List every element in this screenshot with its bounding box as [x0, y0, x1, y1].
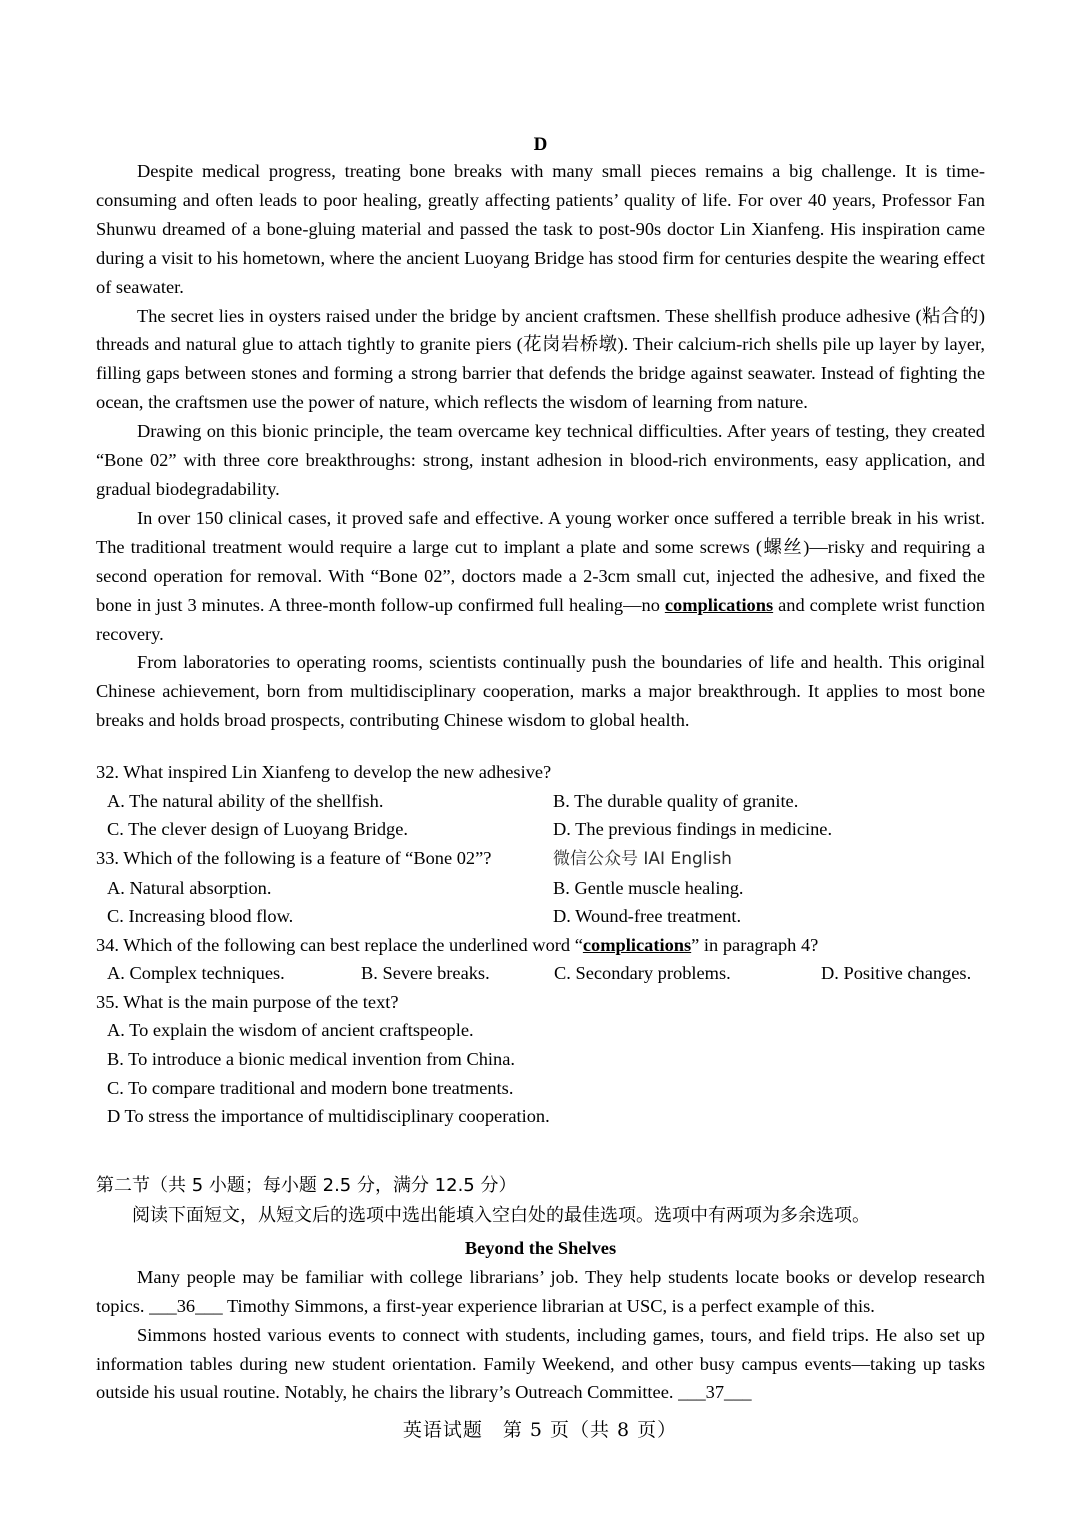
question-32-stem	[96, 758, 985, 787]
question-33-option-d[interactable]: D. Wound-free treatment.	[553, 906, 742, 927]
question-35-stem	[96, 988, 985, 1017]
paragraph-4-text-before: In over 150 clinical cases, it proved safe and effective. A young worker once suffered a terrible break in his wrist. The traditional treatment would require a large cut to implant a plate and some screws (螺丝)—risky and requiring a second operation for removal. With “Bone 02”, doctors made a 2-3cm small cut, injected the adhesive, and fixed the bone in just 3 minutes. A three-month follow-up confirmed full healing—no	[96, 507, 985, 615]
passage-d-paragraph-3: Drawing on this bionic principle, the team overcame key technical difficulties. After years of testing, they created “Bone 02” with three core breakthroughs: strong, instant adhesion in blood-rich environments, easy application, and gradual biodegradability.	[96, 421, 985, 499]
question-35-option-d[interactable]: D To stress the importance of multidisciplinary cooperation.	[107, 1106, 550, 1127]
complications-underlined-term: complications	[664, 594, 774, 615]
question-32-option-a[interactable]: A. The natural ability of the shellfish.	[107, 790, 384, 811]
section-two-instruction: 阅读下面短文，从短文后的选项中选出能填入空白处的最佳选项。选项中有两项为多余选项。	[132, 1204, 870, 1226]
question-34-number: 34.	[96, 934, 119, 955]
passage-d-paragraph-5: From laboratories to operating rooms, scientists continually push the boundaries of life and health. This original Chinese achievement, born from multidisciplinary cooperation, marks a major breakthrough. It applies to most bone breaks and holds broad prospects, contributing Chinese wisdom to global health.	[96, 652, 985, 731]
passage-e-paragraph-2	[96, 1321, 985, 1408]
question-32-options-row-1	[107, 787, 985, 816]
question-34-options-row	[107, 959, 985, 988]
question-34-stem	[96, 931, 985, 960]
watermark-text: 微信公众号 IAI English	[553, 848, 732, 869]
passage-d-paragraph-1: Despite medical progress, treating bone breaks with many small pieces remains a big challenge. It is time-consuming and often leads to poor healing, greatly affecting patients’ quality of life. For over 40 years, Professor Fan Shunwu dreamed of a bone-gluing material and passed the task to post-90s doctor Lin Xianfeng. His inspiration came during a visit to his hometown, where the ancient Luoyang Bridge has stood firm for centuries despite the wearing effect of seawater.	[96, 161, 985, 297]
question-32-option-d[interactable]: D. The previous findings in medicine.	[553, 819, 833, 840]
question-33-stem	[96, 844, 985, 874]
question-35-text: What is the main purpose of the text?	[123, 991, 399, 1012]
questions-block	[96, 758, 985, 1131]
question-35-number: 35.	[96, 991, 119, 1012]
question-34-option-b[interactable]: B. Severe breaks.	[361, 963, 490, 984]
question-35-option-b[interactable]: B. To introduce a bionic medical invention from China.	[107, 1049, 515, 1070]
question-34-option-a[interactable]: A. Complex techniques.	[107, 963, 285, 984]
question-32-option-b[interactable]: B. The durable quality of granite.	[553, 790, 799, 811]
question-32-text: What inspired Lin Xianfeng to develop the new adhesive?	[123, 762, 552, 783]
question-33-number: 33.	[96, 847, 119, 868]
exam-page	[96, 0, 985, 1528]
section-two-heading: 第二节（共 5 小题；每小题 2.5 分，满分 12.5 分）	[96, 1174, 517, 1196]
question-33-options-row-1	[107, 874, 985, 903]
passage-e-p1-after: Timothy Simmons, a first-year experience librarian at USC, is a perfect example of this.	[222, 1295, 875, 1316]
question-34-underlined-term: complications	[582, 934, 692, 955]
question-33-text: Which of the following is a feature of “Bone 02”?	[123, 847, 492, 868]
question-32-options-row-2	[107, 815, 985, 844]
question-34-text-before: Which of the following can best replace the underlined word “	[123, 934, 583, 955]
question-32-option-c[interactable]: C. The clever design of Luoyang Bridge.	[107, 819, 408, 840]
blank-37[interactable]: ___37___	[678, 1382, 752, 1403]
paragraph-4-text-after: and complete wrist function recovery.	[96, 594, 985, 644]
question-32-number: 32.	[96, 762, 119, 783]
question-33-options-row-2	[107, 902, 985, 931]
question-35-option-c[interactable]: C. To compare traditional and modern bone treatments.	[107, 1077, 514, 1098]
blank-36[interactable]: ___36___	[149, 1295, 223, 1316]
passage-e-p1-before: Many people may be familiar with college librarians’ job. They help students locate books or develop research topics.	[96, 1266, 985, 1316]
question-35-option-a[interactable]: A. To explain the wisdom of ancient craftspeople.	[107, 1020, 474, 1041]
passage-e-title: Beyond the Shelves	[464, 1237, 617, 1258]
page-footer: 英语试题 第 5 页（共 8 页）	[402, 1419, 678, 1441]
passage-e-paragraph-1	[96, 1263, 985, 1321]
section-letter-d: D	[533, 134, 548, 155]
passage-e-p2-before: Simmons hosted various events to connect with students, including games, tours, and field trips. He also set up information tables during new student orientation. Family Weekend, and other busy campus events—taking up tasks outside his usual routine. Notably, he chairs the library’s Outreach Committee.	[96, 1324, 985, 1403]
passage-d-paragraph-2: The secret lies in oysters raised under the bridge by ancient craftsmen. These shellfish produce adhesive (粘合的) threads and natural glue to attach tightly to granite piers (花岗岩桥墩). Their calcium-rich shells pile up layer by layer, filling gaps between stones and forming a strong barrier that defends the bridge against seawater. Instead of fighting the ocean, the craftsmen use the power of nature, which reflects the wisdom of learning from nature.	[96, 305, 985, 413]
question-34-option-d[interactable]: D. Positive changes.	[821, 963, 972, 984]
question-33-option-b[interactable]: B. Gentle muscle healing.	[553, 877, 744, 898]
question-34-option-c[interactable]: C. Secondary problems.	[554, 963, 731, 984]
question-33-option-c[interactable]: C. Increasing blood flow.	[107, 906, 294, 927]
question-33-option-a[interactable]: A. Natural absorption.	[107, 877, 272, 898]
question-34-text-after: ” in paragraph 4?	[691, 934, 819, 955]
passage-d-paragraph-4	[96, 504, 985, 649]
